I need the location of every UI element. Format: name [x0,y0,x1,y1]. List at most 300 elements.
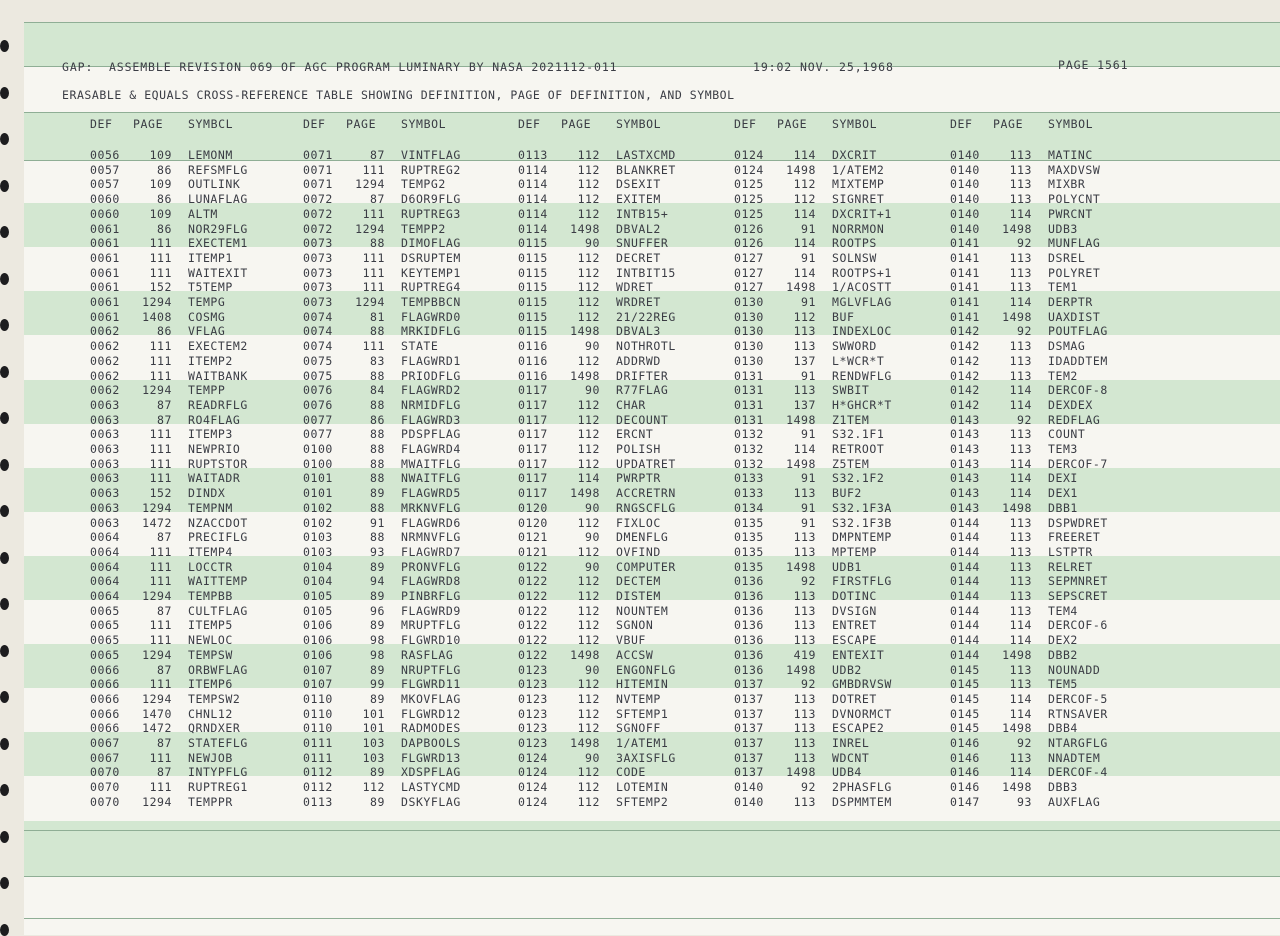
feed-hole [0,784,9,796]
symbol-value: FLAGWRD5 [401,486,461,501]
page-value: 1294 [142,691,172,706]
symbol-value: NOUNADD [1048,662,1101,677]
col-header-symbol: SYMBCL [188,117,234,131]
page-value: 101 [362,721,385,736]
def-value: 0066 [90,677,120,692]
symbol-value: SGNON [616,618,654,633]
page-value: 111 [149,633,172,648]
def-value: 0061 [90,236,120,251]
symbol-value: ITEMP2 [188,353,233,368]
def-value: 0144 [950,574,980,589]
page-value: 1498 [1002,221,1032,236]
symbol-value: POUTFLAG [1048,324,1108,339]
symbol-value: UDB1 [832,559,862,574]
def-value: 0141 [950,309,980,324]
def-value: 0072 [303,192,333,207]
page-value: 1498 [786,662,816,677]
symbol-value: NEWPRIO [188,442,241,456]
symbol-value: FLAGWRD0 [401,309,461,324]
page-value: 113 [1009,339,1032,354]
symbol-value: WRDRET [616,295,661,309]
def-value: 0065 [90,647,120,662]
page-value: 86 [157,324,172,339]
symbol-value: WAITADR [188,471,241,486]
symbol-value: NOTHROTL [616,339,676,354]
page-value: 88 [370,324,385,339]
symbol-value: ALTM [188,206,218,221]
def-value: 0145 [950,691,980,706]
symbol-value: DXCRIT [832,148,877,162]
page-value: 114 [793,206,816,221]
page-value: 90 [585,559,600,574]
page-value: 419 [793,647,816,662]
def-value: 0073 [303,265,333,280]
page-value: 113 [793,544,816,559]
page-value: 91 [801,427,816,442]
def-value: 0137 [734,721,764,736]
def-value: 0124 [734,162,764,177]
symbol-value: DIMOFLAG [401,236,461,251]
def-value: 0064 [90,574,120,589]
page-value: 88 [370,397,385,412]
def-value: 0113 [303,794,333,809]
page-value: 109 [149,206,172,221]
listing-timestamp: 19:02 NOV. 25,1968 [753,60,894,74]
def-value: 0060 [90,206,120,221]
def-value: 0133 [734,486,764,501]
def-value: 0062 [90,339,120,354]
symbol-value: MGLVFLAG [832,295,892,309]
page-value: 152 [149,280,172,295]
def-value: 0146 [950,736,980,750]
page-value: 112 [577,794,600,809]
def-value: 0140 [734,794,764,809]
symbol-value: TEM2 [1048,368,1078,383]
symbol-value: Z5TEM [832,456,870,471]
page-value: 113 [1009,265,1032,280]
page-value: 112 [577,280,600,295]
symbol-value: PRIODFLG [401,368,461,383]
symbol-value: SFTEMP1 [616,706,669,721]
symbol-value: 3AXISFLG [616,750,676,765]
def-value: 0131 [734,383,764,398]
def-value: 0136 [734,574,764,589]
def-value: 0123 [518,736,548,750]
def-value: 0136 [734,647,764,662]
def-value: 0061 [90,309,120,324]
page-value: 112 [577,721,600,736]
symbol-value: VINTFLAG [401,148,461,162]
page-value: 92 [801,677,816,692]
def-value: 0124 [518,750,548,765]
def-value: 0136 [734,633,764,648]
page-value: 109 [149,177,172,192]
paper-rule [24,876,1280,877]
page-value: 90 [585,662,600,677]
page-value: 92 [801,780,816,795]
symbol-value: SOLNSW [832,250,877,265]
def-value: 0065 [90,603,120,618]
symbol-value: DBB2 [1048,647,1078,662]
page-value: 112 [577,765,600,780]
col-header-page: PAGE [561,117,592,131]
feed-hole [0,552,9,564]
symbol-value: FLGWRD12 [401,706,461,721]
def-value: 0066 [90,662,120,677]
page-value: 90 [585,750,600,765]
page-value: 137 [793,397,816,412]
def-value: 0144 [950,618,980,633]
page-value: 93 [1017,794,1032,809]
page-value: 91 [801,250,816,265]
page-value: 90 [585,383,600,398]
symbol-value: COSMG [188,309,226,324]
def-value: 0066 [90,721,120,736]
symbol-value: FREERET [1048,530,1101,545]
def-value: 0117 [518,456,548,471]
col-header-symbol: SYMBOL [616,117,662,131]
symbol-value: WAITEXIT [188,265,248,280]
symbol-value: 2PHASFLG [832,780,892,795]
def-value: 0146 [950,765,980,780]
def-value: 0142 [950,397,980,412]
symbol-value: RUPTREG2 [401,162,461,177]
page-value: 1498 [1002,309,1032,324]
page-value: 114 [1009,456,1032,471]
page-value: 89 [370,794,385,809]
symbol-value: FLAGWRD7 [401,544,461,559]
def-value: 0136 [734,618,764,633]
symbol-value: DBVAL2 [616,221,661,236]
def-value: 0127 [734,250,764,265]
def-value: 0116 [518,339,548,354]
page-value: 88 [370,442,385,456]
symbol-value: DEXDEX [1048,397,1093,412]
symbol-value: RO4FLAG [188,412,241,427]
def-value: 0125 [734,177,764,192]
def-value: 0063 [90,427,120,442]
def-value: 0123 [518,721,548,736]
def-value: 0143 [950,471,980,486]
page-value: 113 [1009,148,1032,162]
page-value: 88 [370,471,385,486]
page-value: 1408 [142,309,172,324]
def-value: 0142 [950,339,980,354]
def-value: 0075 [303,353,333,368]
symbol-value: TEMPPR [188,794,233,809]
page-value: 111 [149,353,172,368]
page-value: 1294 [142,647,172,662]
symbol-value: DOTINC [832,589,877,603]
def-value: 0144 [950,530,980,545]
symbol-value: ITEMP5 [188,618,233,633]
symbol-value: TEMPSW [188,647,233,662]
page-value: 112 [577,309,600,324]
def-value: 0121 [518,530,548,545]
symbol-value: COUNT [1048,427,1086,442]
page-value: 1498 [570,736,600,750]
def-value: 0057 [90,177,120,192]
symbol-value: NORRMON [832,221,885,236]
page-value: 113 [1009,515,1032,530]
page-value: 89 [370,559,385,574]
symbol-value: DSREL [1048,250,1086,265]
symbol-value: DBB3 [1048,780,1078,795]
symbol-value: DXCRIT+1 [832,206,892,221]
def-value: 0146 [950,750,980,765]
def-value: 0145 [950,677,980,692]
def-value: 0133 [734,471,764,486]
page-value: 92 [1017,412,1032,427]
page-value: 98 [370,647,385,662]
symbol-value: TEM3 [1048,442,1078,456]
def-value: 0125 [734,206,764,221]
def-value: 0113 [518,148,548,162]
symbol-value: ITEMP1 [188,250,233,265]
def-value: 0140 [950,221,980,236]
symbol-value: ESCAPE [832,633,877,648]
symbol-value: UPDATRET [616,456,676,471]
def-value: 0070 [90,765,120,780]
symbol-value: POLYRET [1048,265,1101,280]
page-value: 88 [370,500,385,515]
symbol-value: RUPTREG1 [188,780,248,795]
symbol-value: MKOVFLAG [401,691,461,706]
symbol-value: TEM1 [1048,280,1078,295]
def-value: 0143 [950,412,980,427]
symbol-value: RUPTREG4 [401,280,461,295]
def-value: 0061 [90,295,120,309]
def-value: 0112 [303,780,333,795]
def-value: 0056 [90,148,120,162]
def-value: 0117 [518,442,548,456]
symbol-value: LOTEMIN [616,780,669,795]
page-value: 113 [793,589,816,603]
def-value: 0135 [734,515,764,530]
def-value: 0117 [518,471,548,486]
page-value: 111 [362,280,385,295]
def-value: 0144 [950,633,980,648]
symbol-value: ENGONFLG [616,662,676,677]
page-value: 86 [157,162,172,177]
page-value: 113 [793,794,816,809]
def-value: 0110 [303,721,333,736]
paper-rule [24,112,1280,113]
symbol-value: DAPBOOLS [401,736,461,750]
def-value: 0137 [734,765,764,780]
def-value: 0070 [90,780,120,795]
symbol-value: DVNORMCT [832,706,892,721]
def-value: 0131 [734,397,764,412]
def-value: 0062 [90,368,120,383]
def-value: 0072 [303,221,333,236]
page-value: 109 [149,148,172,162]
col-header-page: PAGE [777,117,808,131]
symbol-value: ACCSW [616,647,654,662]
paper-rule [24,830,1280,831]
symbol-value: NVTEMP [616,691,661,706]
symbol-value: PINBRFLG [401,589,461,603]
symbol-value: S32.1F3B [832,515,892,530]
symbol-value: MIXTEMP [832,177,885,192]
page-value: 114 [1009,691,1032,706]
symbol-value: BLANKRET [616,162,676,177]
def-value: 0120 [518,500,548,515]
symbol-value: DBVAL3 [616,324,661,339]
symbol-value: INTB15+ [616,206,669,221]
def-value: 0135 [734,544,764,559]
col-header-symbol: SYMBOL [1048,117,1094,131]
page-value: 111 [362,339,385,354]
def-value: 0123 [518,691,548,706]
def-value: 0101 [303,471,333,486]
symbol-value: DECRET [616,250,661,265]
def-value: 0065 [90,633,120,648]
def-value: 0126 [734,221,764,236]
symbol-value: NEWLOC [188,633,233,648]
page-value: 113 [1009,162,1032,177]
symbol-value: DSPMMTEM [832,794,892,809]
symbol-value: WDRET [616,280,654,295]
def-value: 0130 [734,295,764,309]
def-value: 0143 [950,486,980,501]
page-value: 137 [793,353,816,368]
feed-hole [0,738,9,750]
def-value: 0077 [303,412,333,427]
def-value: 0145 [950,706,980,721]
feed-hole [0,924,9,936]
def-value: 0063 [90,515,120,530]
page-value: 111 [149,618,172,633]
def-value: 0142 [950,353,980,368]
def-value: 0107 [303,677,333,692]
page-value: 113 [1009,662,1032,677]
symbol-value: DECTEM [616,574,661,589]
symbol-value: ADDRWD [616,353,661,368]
def-value: 0064 [90,559,120,574]
page-value: 112 [577,456,600,471]
page-value: 113 [1009,177,1032,192]
feed-hole [0,133,9,145]
symbol-value: LOCCTR [188,559,233,574]
page-value: 84 [370,383,385,398]
def-value: 0101 [303,486,333,501]
page-value: 113 [1009,603,1032,618]
symbol-value: ROOTPS [832,236,877,251]
page-value: 1498 [570,324,600,339]
page-value: 81 [370,309,385,324]
def-value: 0134 [734,500,764,515]
feed-hole [0,645,9,657]
page-value: 113 [1009,427,1032,442]
def-value: 0147 [950,794,980,809]
def-value: 0114 [518,177,548,192]
def-value: 0107 [303,662,333,677]
def-value: 0063 [90,397,120,412]
page-value: 87 [157,530,172,545]
def-value: 0122 [518,633,548,648]
symbol-value: NRMIDFLG [401,397,461,412]
page-value: 1470 [142,706,172,721]
symbol-value: FLAGWRD8 [401,574,461,589]
symbol-value: FLAGWRD4 [401,442,461,456]
page-value: 112 [577,515,600,530]
def-value: 0130 [734,309,764,324]
symbol-value: FLAGWRD9 [401,603,461,618]
feed-hole [0,226,9,238]
symbol-value: ENTEXIT [832,647,885,662]
page-value: 101 [362,706,385,721]
symbol-value: FLGWRD13 [401,750,461,765]
def-value: 0066 [90,706,120,721]
symbol-value: NRUPTFLG [401,662,461,677]
page-value: 111 [149,471,172,486]
page-value: 112 [577,633,600,648]
symbol-value: PRONVFLG [401,559,461,574]
page-value: 113 [1009,368,1032,383]
page-value: 114 [793,442,816,456]
symbol-value: VFLAG [188,324,226,339]
page-value: 1498 [1002,721,1032,736]
symbol-value: TEM4 [1048,603,1078,618]
page-value: 90 [585,236,600,251]
def-value: 0123 [518,662,548,677]
page-value: 113 [793,691,816,706]
def-value: 0102 [303,500,333,515]
symbol-value: OUTLINK [188,177,241,192]
page-value: 92 [1017,236,1032,251]
symbol-value: DERCOF-4 [1048,765,1108,780]
def-value: 0115 [518,295,548,309]
def-value: 0063 [90,500,120,515]
feed-hole [0,319,9,331]
page-value: 93 [370,544,385,559]
symbol-value: EXITEM [616,192,661,207]
page-value: 89 [370,618,385,633]
def-value: 0127 [734,265,764,280]
symbol-value: UDB2 [832,662,862,677]
page-value: 113 [793,530,816,545]
symbol-value: RTNSAVER [1048,706,1108,721]
page-value: 113 [1009,559,1032,574]
symbol-value: CHAR [616,397,646,412]
def-value: 0114 [518,192,548,207]
symbol-value: FLGWRD11 [401,677,461,692]
def-value: 0073 [303,250,333,265]
def-value: 0144 [950,559,980,574]
page-value: 91 [801,500,816,515]
symbol-value: NWAITFLG [401,471,461,486]
symbol-value: DRIFTER [616,368,669,383]
symbol-value: STATE [401,339,439,354]
def-value: 0117 [518,412,548,427]
page-value: 111 [362,250,385,265]
paper-rule [24,918,1280,919]
page-value: 113 [793,324,816,339]
page-value: 113 [1009,192,1032,207]
def-value: 0135 [734,559,764,574]
page-value: 1498 [570,368,600,383]
symbol-value: MAXDVSW [1048,162,1101,177]
symbol-value: CULTFLAG [188,603,248,618]
def-value: 0137 [734,750,764,765]
feed-hole [0,180,9,192]
page-value: 103 [362,736,385,750]
col-header-def: DEF [950,117,973,131]
symbol-value: READRFLG [188,397,248,412]
feed-hole [0,87,9,99]
def-value: 0124 [734,148,764,162]
